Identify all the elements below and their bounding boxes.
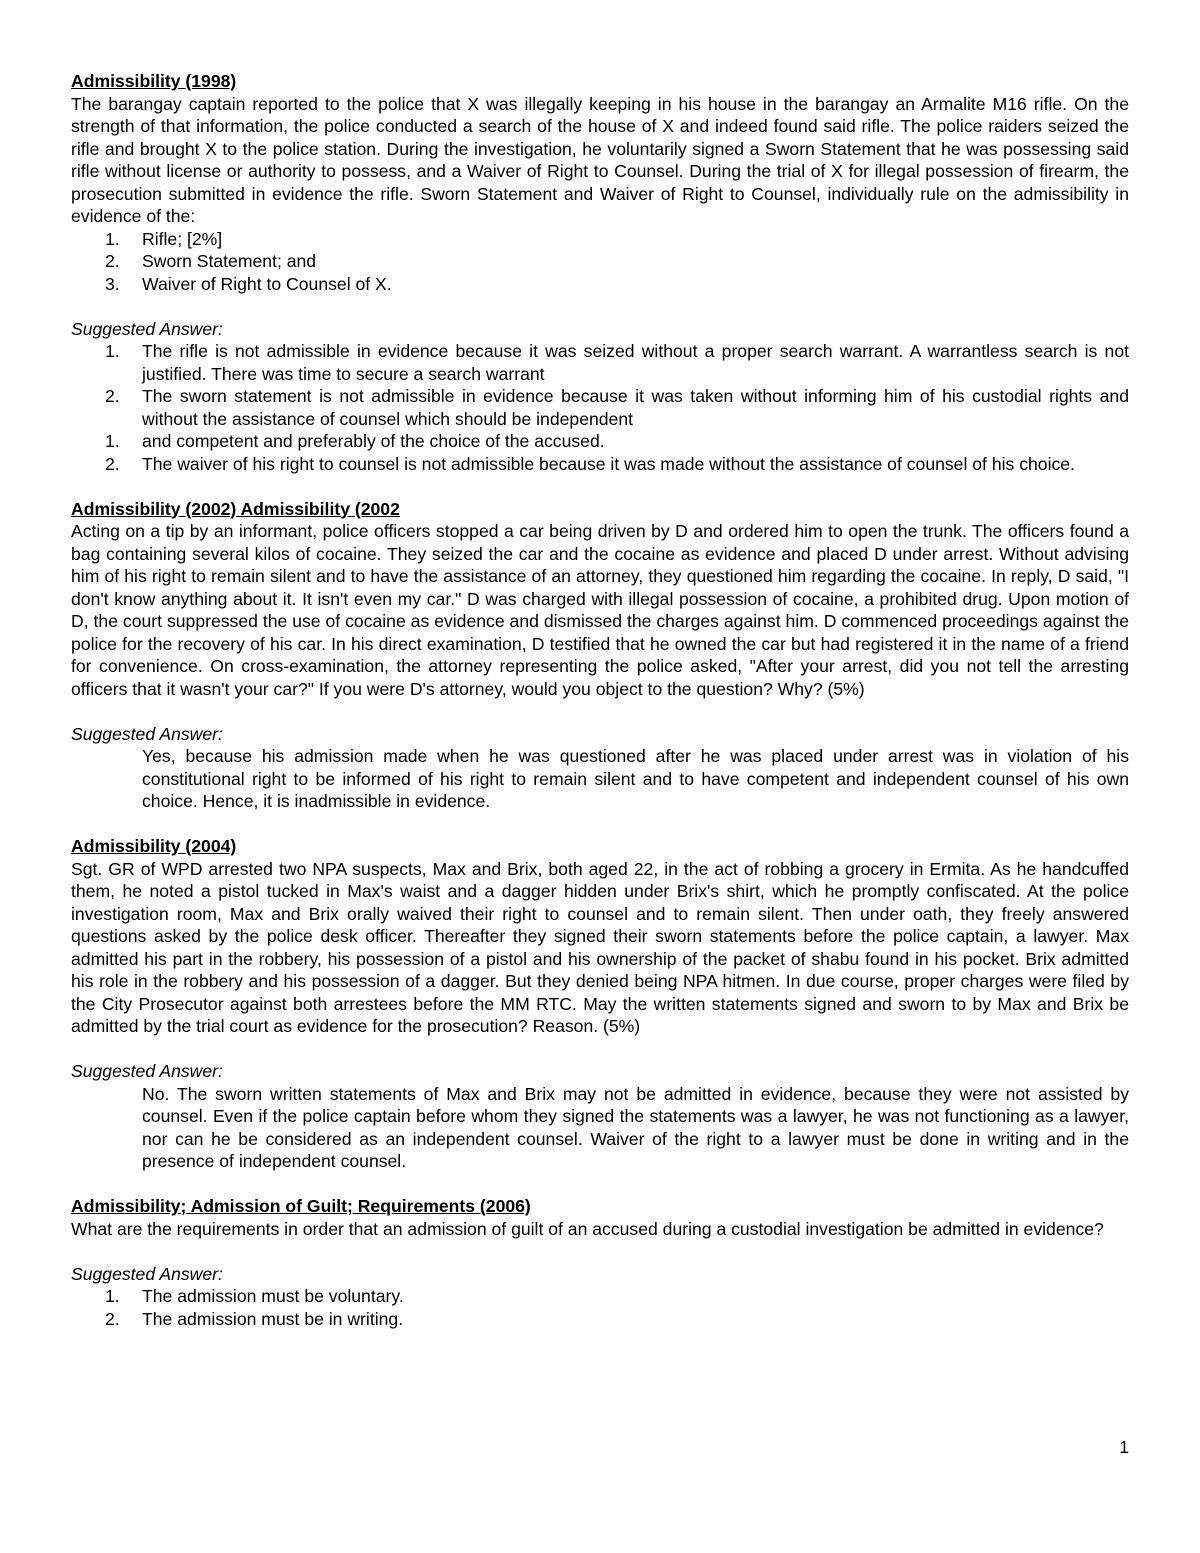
suggested-answer-label: Suggested Answer:: [71, 1061, 223, 1081]
list-item: 1. The admission must be voluntary.: [105, 1286, 404, 1306]
list-item: 1. and competent and preferably of the choice of the accused.: [105, 431, 605, 451]
section-admissibility-2004: [71, 835, 1129, 1173]
answer-list: [71, 340, 1129, 475]
section-admissibility-2002: [71, 498, 1129, 813]
document-page: [71, 70, 1129, 1330]
list-item: 2. Sworn Statement; and: [105, 251, 317, 271]
list-item: 2. The admission must be in writing.: [105, 1308, 404, 1329]
suggested-answer-label: Suggested Answer:: [71, 723, 223, 744]
answer-list: [71, 1285, 1129, 1330]
section-heading: Admissibility (2002) Admissibility (2002: [71, 498, 400, 519]
answer-text: Yes, because his admission made when he was questioned after he was placed under arrest was in violation of his constitutional right to be informed of his right to remain silent and to have competent and independent counsel of his own choice. Hence, it is inadmissible in evidence.: [142, 746, 1129, 811]
page-number: 1: [1119, 1437, 1129, 1457]
question-text: The barangay captain reported to the police that X was illegally keeping in his house in the barangay an Armalite M16 rifle. On the strength of that information, the police conducted a search of the house of X and indeed found said rifle. The police raiders seized the rifle and brought X to the police station. During the investigation, he voluntarily signed a Sworn Statement that he was possessing said rifle without license or authority to possess, and a Waiver of Right to Counsel. During the trial of X for illegal possession of firearm, the prosecution submitted in evidence the rifle. Sworn Statement and Waiver of Right to Counsel, individually rule on the admissibility in evidence of the:: [71, 93, 1129, 226]
list-item: 1. The rifle is not admissible in evidence because it was seized without a proper search warrant. A warrantless search is not justified. There was time to secure a search warrant: [105, 341, 1129, 384]
section-heading: Admissibility (1998): [71, 71, 237, 91]
section-admission-of-guilt-2006: [71, 1195, 1129, 1330]
list-item: 2. The waiver of his right to counsel is not admissible because it was made without the assistance of counsel of his choice.: [105, 453, 1075, 474]
section-heading: Admissibility; Admission of Guilt; Requirements (2006): [71, 1196, 531, 1216]
question-text: Acting on a tip by an informant, police officers stopped a car being driven by D and ordered him to open the trunk. The officers found a bag containing several kilos of cocaine. They seized the car and the cocaine as evidence and placed D under arrest. Without advising him of his right to remain silent and to have the assistance of an attorney, they questioned him regarding the cocaine. In reply, D said, "I don't know anything about it. It isn't even my car." D was charged with illegal possession of cocaine, a prohibited drug. Upon motion of D, the court suppressed the use of cocaine as evidence and dismissed the charges against him. D commenced proceedings against the police for the recovery of his car. In his direct examination, D testified that he owned the car but had registered it in the name of a friend for convenience. On cross-examination, the attorney representing the police asked, "After your arrest, did you not tell the arresting officers that it wasn't your car?" If you were D's attorney, would you object to the question? Why? (5%): [71, 521, 1129, 699]
list-item: 3. Waiver of Right to Counsel of X.: [105, 273, 392, 294]
question-text: What are the requirements in order that an admission of guilt of an accused during a custodial investigation be admitted in evidence?: [71, 1218, 1104, 1239]
list-item: 1. Rifle; [2%]: [105, 228, 223, 249]
answer-text: No. The sworn written statements of Max and Brix may not be admitted in evidence, because they were not assisted by counsel. Even if the police captain before whom they signed the statements was a lawyer, he was not functioning as a lawyer, nor can he be considered as an independent counsel. Waiver of the right to a lawyer must be done in writing and in the presence of independent counsel.: [142, 1083, 1129, 1171]
list-item: 2. The sworn statement is not admissible in evidence because it was taken without informing him of his custodial rights and without the assistance of counsel which should be independent: [105, 386, 1129, 429]
section-admissibility-1998: [71, 70, 1129, 475]
suggested-answer-label: Suggested Answer:: [71, 318, 223, 339]
question-text: Sgt. GR of WPD arrested two NPA suspects, Max and Brix, both aged 22, in the act of robbing a grocery in Ermita. As he handcuffed them, he noted a pistol tucked in Max's waist and a dagger hidden under Brix's shirt, which he promptly confiscated. At the police investigation room, Max and Brix orally waived their right to counsel and to remain silent. Then under oath, they freely answered questions asked by the police desk officer. Thereafter they signed their sworn statements before the police captain, a lawyer. Max admitted his part in the robbery, his possession of a pistol and his ownership of the packet of shabu found in his pocket. Brix admitted his role in the robbery and his possession of a dagger. But they denied being NPA hitmen. In due course, proper charges were filed by the City Prosecutor against both arrestees before the MM RTC. May the written statements signed and sworn to by Max and Brix be admitted by the trial court as evidence for the prosecution? Reason. (5%): [71, 858, 1129, 1036]
section-heading: Admissibility (2004): [71, 836, 237, 856]
suggested-answer-label: Suggested Answer:: [71, 1263, 223, 1284]
question-list: [71, 228, 1129, 296]
